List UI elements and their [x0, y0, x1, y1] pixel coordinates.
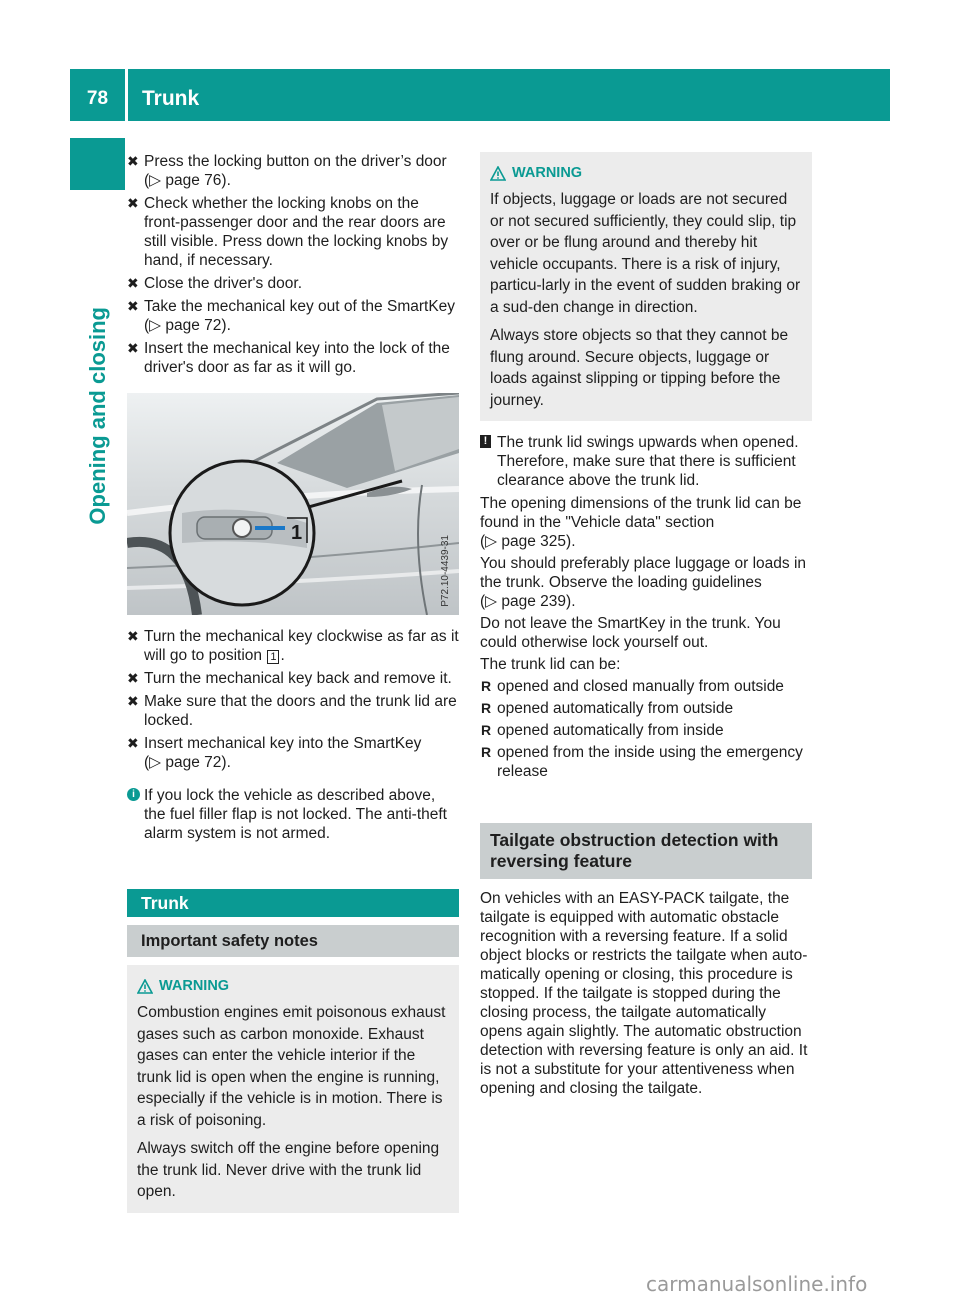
step-item — [127, 734, 459, 772]
side-tab-block — [70, 138, 125, 190]
warning-title-text: WARNING — [159, 978, 230, 994]
step-arrow-icon: ✖ — [127, 275, 139, 291]
step-item — [127, 669, 459, 688]
step-text: Take the mechanical key out of the SmartKey — [144, 298, 456, 315]
step-arrow-icon: ✖ — [127, 693, 139, 709]
header-divider — [125, 69, 128, 121]
list-item — [480, 677, 812, 696]
list-item — [480, 699, 812, 718]
list-item — [480, 743, 812, 781]
side-section-text: Opening and closing — [84, 307, 110, 525]
page-reference-link[interactable]: (▷ page 72). — [144, 754, 231, 771]
page-reference-link[interactable]: (▷ page 72). — [144, 317, 231, 334]
list-item-text: opened automatically from outside — [497, 700, 734, 717]
step-item — [127, 274, 459, 293]
warning-box — [127, 965, 459, 1213]
side-section-label — [70, 206, 125, 626]
paragraph-text: The opening dimensions of the trunk lid can be found in the "Vehicle data" section — [480, 495, 802, 531]
warning-box — [480, 152, 812, 421]
step-arrow-icon: ✖ — [127, 735, 139, 751]
caution-note-text: The trunk lid swings upwards when opened. Therefore, make sure that there is sufficient clearance above the trunk lid. — [497, 434, 799, 489]
door-lock-illustration — [127, 393, 459, 615]
page-reference-link[interactable]: (▷ page 239). — [480, 593, 576, 610]
section-heading-tailgate: Tailgate obstruction detection with reversing feature — [480, 823, 812, 879]
list-item-text: opened automatically from inside — [497, 722, 724, 739]
step-text: Check whether the locking knobs on the front-passenger door and the rear doors are still visible. Press down the locking knobs by hand, if necessary. — [144, 195, 449, 269]
step-arrow-icon: ✖ — [127, 195, 139, 211]
step-text: Insert the mechanical key into the lock of the driver's door as far as it will go. — [144, 340, 450, 376]
figure-code: P72.10-4439-31 — [440, 535, 451, 607]
warning-paragraph: Always switch off the engine before opening the trunk lid. Never drive with the trunk lid open. — [137, 1140, 440, 1200]
page-title: Trunk — [142, 87, 200, 110]
step-text-end: . — [280, 647, 285, 664]
list-item-text: opened and closed manually from outside — [497, 678, 784, 695]
body-paragraph: The trunk lid can be: — [480, 656, 621, 673]
bullet-icon: R — [481, 678, 492, 694]
bullet-icon: R — [481, 722, 492, 738]
step-text: Press the locking button on the driver’s door — [144, 153, 447, 170]
step-arrow-icon: ✖ — [127, 298, 139, 314]
step-item — [127, 339, 459, 377]
left-column — [127, 152, 459, 1213]
warning-triangle-icon — [490, 166, 506, 181]
step-text: Turn the mechanical key clockwise as far as it will go to position — [144, 628, 459, 664]
step-item — [127, 692, 459, 730]
bullet-icon: R — [481, 744, 492, 760]
step-text: Insert mechanical key into the SmartKey — [144, 735, 422, 752]
warning-title-text: WARNING — [512, 165, 583, 181]
step-item — [127, 297, 459, 335]
body-paragraph — [480, 554, 812, 611]
list-item — [480, 721, 812, 740]
step-arrow-icon: ✖ — [127, 628, 139, 644]
step-item — [127, 152, 459, 190]
position-key-1: 1 — [267, 650, 279, 664]
warning-paragraph: Combustion engines emit poisonous exhaust gases such as carbon monoxide. Exhaust gases can enter the vehicle interior if the trunk lid is open when the engine is running, especially if the vehicle is in motion. There is a risk of poisoning. — [137, 1004, 446, 1129]
info-icon: i — [127, 788, 140, 801]
step-item — [127, 194, 459, 270]
info-note — [127, 786, 459, 843]
step-text: Close the driver's door. — [144, 275, 303, 292]
info-note-text: If you lock the vehicle as described above, the fuel filler flap is not locked. The anti-theft alarm system is not armed. — [144, 787, 447, 842]
figure-callout-1: 1 — [291, 522, 303, 544]
step-text: Turn the mechanical key back and remove it. — [144, 670, 452, 687]
warning-title — [490, 164, 802, 183]
section-heading-trunk: Trunk — [127, 889, 459, 917]
page-reference-link[interactable]: (▷ page 325). — [480, 533, 576, 550]
page-reference-link[interactable]: (▷ page 76). — [144, 172, 231, 189]
caution-note — [480, 433, 812, 490]
list-item-text: opened from the inside using the emergency release — [497, 744, 803, 780]
car-door-drawing — [127, 393, 459, 615]
bullet-icon: R — [481, 700, 492, 716]
body-paragraph: Do not leave the SmartKey in the trunk. You could otherwise lock yourself out. — [480, 615, 781, 651]
warning-title — [137, 977, 449, 996]
warning-triangle-icon — [137, 979, 153, 994]
step-arrow-icon: ✖ — [127, 153, 139, 169]
warning-paragraph: If objects, luggage or loads are not secured or not secured sufficiently, they could slip, tip over or be flung around and thereby hit vehicle occupants. There is a risk of injury, particu-larly in the event of sudden braking or a sud-den change in direction. — [490, 191, 801, 316]
subsection-heading-safety: Important safety notes — [127, 925, 459, 957]
body-paragraph — [480, 494, 812, 551]
watermark: carmanualsonline.info — [646, 1272, 868, 1296]
page-number: 78 — [86, 88, 109, 109]
step-text: Make sure that the doors and the trunk lid are locked. — [144, 693, 457, 729]
step-arrow-icon: ✖ — [127, 340, 139, 356]
step-item — [127, 627, 459, 665]
paragraph-text: You should preferably place luggage or loads in the trunk. Observe the loading guidelines — [480, 555, 807, 591]
body-paragraph: On vehicles with an EASY-PACK tailgate, the tailgate is equipped with automatic obstacle recognition with a reversing feature. If a solid object blocks or restricts the tailgate when auto-matically opening or closing, this procedure is stopped. If the tailgate is stopped during the closing process, the tailgate automatically opens again slightly. The automatic obstruction detection with reversing feature is only an aid. It is not a substitute for your attentiveness when opening and closing the tailgate. — [480, 890, 808, 1097]
warning-paragraph: Always store objects so that they cannot be flung around. Secure objects, luggage or loads against slipping or tipping before the journey. — [490, 327, 789, 409]
step-arrow-icon: ✖ — [127, 670, 139, 686]
caution-exclamation-icon: ! — [480, 435, 491, 448]
right-column — [480, 152, 812, 1101]
